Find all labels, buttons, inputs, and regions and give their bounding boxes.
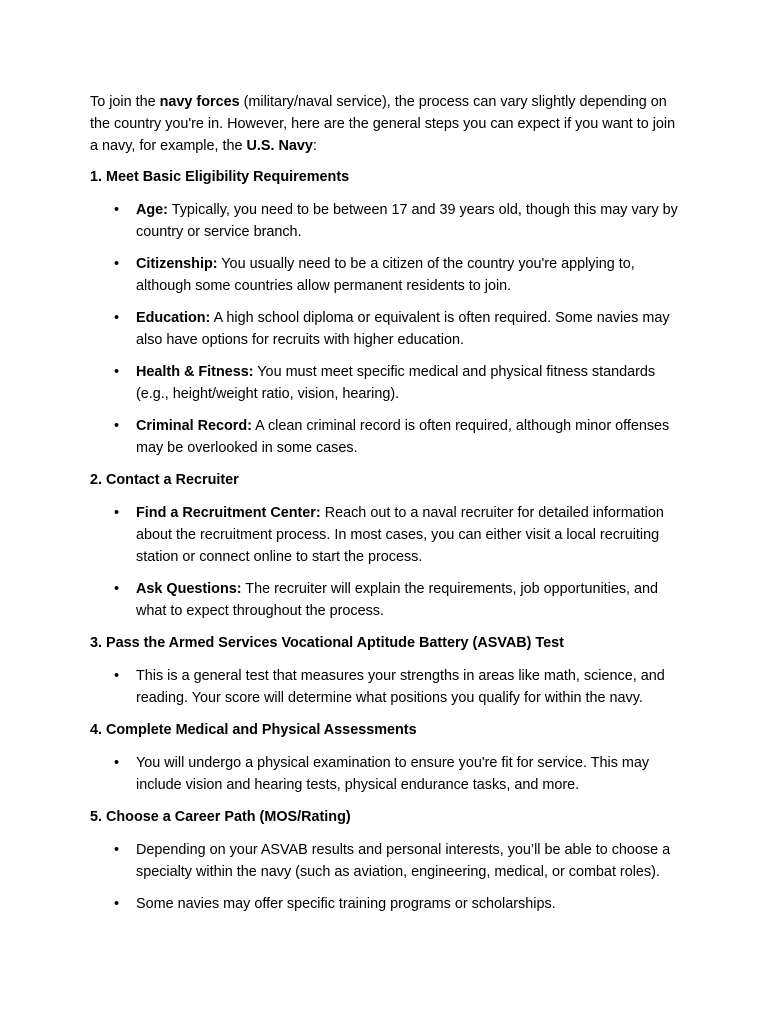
list-item	[90, 893, 680, 915]
item-label: Find a Recruitment Center:	[136, 505, 321, 521]
item-label: Ask Questions:	[136, 581, 242, 597]
item-text: Reach out to a naval recruiter for detailed information about the recruitment process. In most cases, you can either visit a local recruiting station or connect online to start the process.	[136, 505, 664, 565]
list-item	[90, 752, 680, 796]
section-medical	[90, 719, 680, 796]
item-label: Age:	[136, 202, 168, 218]
list-item	[90, 839, 680, 883]
list-item	[90, 578, 680, 622]
bullet-list	[90, 839, 680, 915]
list-item	[90, 415, 680, 459]
item-text: You will undergo a physical examination to ensure you're fit for service. This may include vision and hearing tests, physical endurance tasks, and more.	[136, 755, 650, 793]
section-contact-recruiter	[90, 469, 680, 622]
intro-bold-navy-forces: navy forces	[159, 94, 240, 110]
section-heading: 5. Choose a Career Path (MOS/Rating)	[90, 809, 351, 825]
list-item	[90, 502, 680, 568]
item-label: Health & Fitness:	[136, 364, 254, 380]
list-item	[90, 307, 680, 351]
bullet-list	[90, 502, 680, 622]
item-label: Criminal Record:	[136, 418, 252, 434]
intro-text: (military/naval service), the process can vary slightly depending on the country you're in. However, here are the general steps you can expect if you want to join a navy, for example, the	[90, 94, 676, 154]
intro-bold-us-navy: U.S. Navy	[246, 138, 313, 154]
bullet-list	[90, 199, 680, 459]
item-text: This is a general test that measures your strengths in areas like math, science, and reading. Your score will determine what positions you qualify for within the navy.	[136, 668, 665, 706]
item-label: Citizenship:	[136, 256, 218, 272]
section-eligibility	[90, 166, 680, 459]
list-item	[90, 253, 680, 297]
section-career-path	[90, 806, 680, 915]
item-text: Some navies may offer specific training programs or scholarships.	[136, 896, 556, 912]
item-text: The recruiter will explain the requirements, job opportunities, and what to expect throughout the process.	[136, 581, 659, 619]
section-heading: 1. Meet Basic Eligibility Requirements	[90, 169, 350, 185]
section-heading: 3. Pass the Armed Services Vocational Aptitude Battery (ASVAB) Test	[90, 635, 564, 651]
item-text: A high school diploma or equivalent is often required. Some navies may also have options for recruits with higher education.	[136, 310, 670, 348]
section-asvab	[90, 632, 680, 709]
section-heading: 2. Contact a Recruiter	[90, 472, 239, 488]
item-text: A clean criminal record is often required, although minor offenses may be overlooked in some cases.	[136, 418, 670, 456]
bullet-list	[90, 752, 680, 796]
intro-paragraph	[90, 91, 680, 157]
section-heading: 4. Complete Medical and Physical Assessments	[90, 722, 417, 738]
list-item	[90, 361, 680, 405]
item-text: Depending on your ASVAB results and personal interests, you’ll be able to choose a specialty within the navy (such as aviation, engineering, medical, or combat roles).	[136, 842, 671, 880]
item-text: You usually need to be a citizen of the country you're applying to, although some countries allow permanent residents to join.	[136, 256, 635, 294]
intro-text: :	[312, 138, 317, 154]
list-item	[90, 665, 680, 709]
item-text: You must meet specific medical and physical fitness standards (e.g., height/weight ratio, vision, hearing).	[136, 364, 656, 402]
list-item	[90, 199, 680, 243]
intro-text: To join the	[90, 94, 160, 110]
item-text: Typically, you need to be between 17 and 39 years old, though this may vary by country or service branch.	[136, 202, 678, 240]
document-page	[90, 91, 680, 925]
bullet-list	[90, 665, 680, 709]
item-label: Education:	[136, 310, 211, 326]
